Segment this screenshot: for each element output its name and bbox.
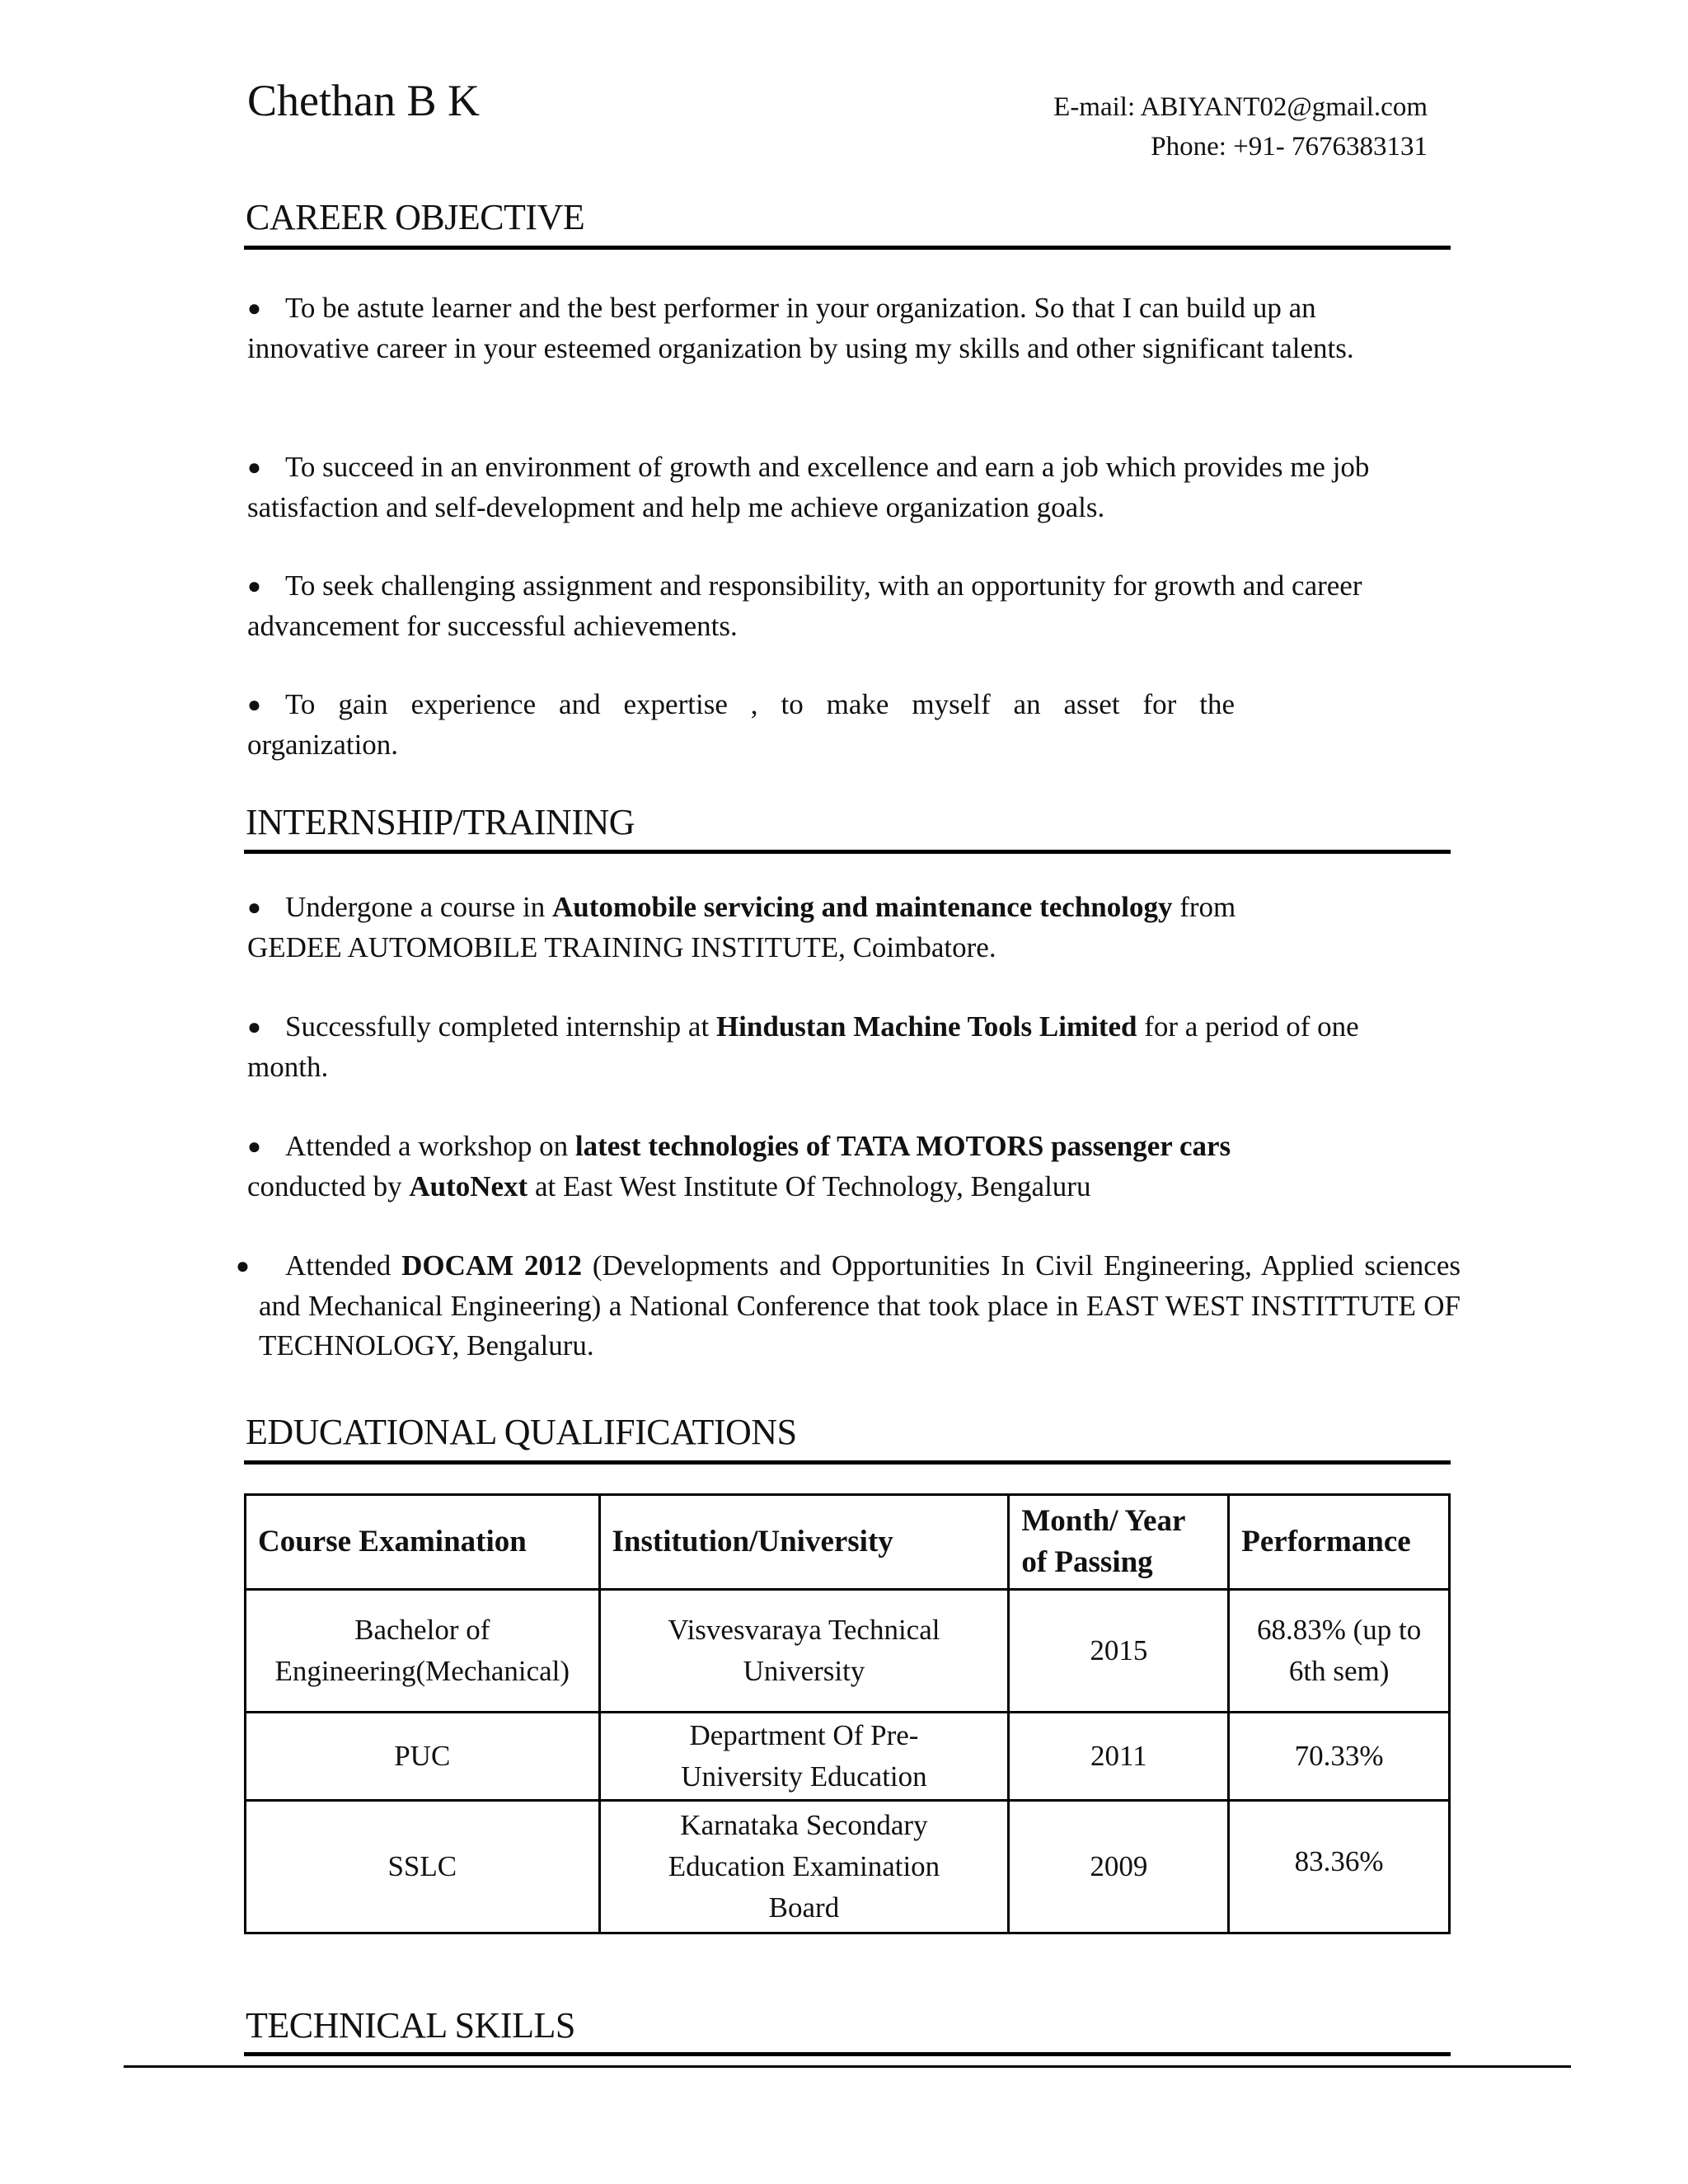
education-table	[244, 1493, 1451, 1934]
candidate-name: Chethan B K	[247, 76, 480, 125]
bullet-icon: ●	[247, 895, 261, 921]
objective-item-2: ● To succeed in an environment of growth and excellence and earn a job which provides me job satisfaction and self-development and help me achieve organization goals.	[247, 448, 1401, 527]
objective-item-3: ● To seek challenging assignment and responsibility, with an opportunity for growth and career advancement for successful achievements.	[247, 566, 1368, 646]
contact-block	[1053, 87, 1428, 166]
course-cell: Bachelor of Engineering(Mechanical)	[246, 1590, 600, 1713]
page-footer-rule	[124, 2065, 1571, 2068]
education-heading: EDUCATIONAL QUALIFICATIONS	[246, 1412, 797, 1452]
bullet-icon: ●	[247, 455, 261, 480]
internship-item-4: ● Attended DOCAM 2012 (Developments and Opportunities In Civil Engineering, Applied sciences and Mechanical Engineering) a National Conference that took place in EAST WEST INSTITTUTE OF TECHNOLOGY, Bengaluru.	[247, 1246, 1461, 1366]
institution-cell: Visvesvaraya Technical University	[599, 1590, 1009, 1713]
bullet-icon: ●	[247, 574, 261, 599]
table-row	[246, 1713, 1450, 1801]
year-cell: 2015	[1009, 1590, 1229, 1713]
bullet-icon: ●	[247, 1015, 261, 1040]
bullet-icon: ●	[247, 296, 261, 321]
objective-item-4: ● To gain experience and expertise , to make myself an asset for the organization.	[247, 685, 1235, 765]
internship-item-1: ● Undergone a course in Automobile servicing and maintenance technology from GEDEE AUTOMOBILE TRAINING INSTITUTE, Coimbatore.	[247, 888, 1319, 968]
performance-cell: 83.36%	[1229, 1801, 1450, 1933]
institution-cell: Department Of Pre-University Education	[599, 1713, 1009, 1801]
table-header-row	[246, 1495, 1450, 1590]
internship-heading: INTERNSHIP/TRAINING	[246, 802, 635, 842]
course-cell: PUC	[246, 1713, 600, 1801]
table-row	[246, 1801, 1450, 1933]
performance-cell: 70.33%	[1229, 1713, 1450, 1801]
table-row	[246, 1590, 1450, 1713]
year-cell: 2009	[1009, 1801, 1229, 1933]
internship-item-3: ● Attended a workshop on latest technologies of TATA MOTORS passenger cars conducted by AutoNext at East West Institute Of Technology, Bengaluru	[247, 1127, 1319, 1207]
bullet-icon: ●	[247, 1134, 261, 1160]
year-cell: 2011	[1009, 1713, 1229, 1801]
section-divider	[244, 2052, 1451, 2056]
email-text: E-mail: ABIYANT02@gmail.com	[1053, 92, 1428, 122]
objective-item-1: ● To be astute learner and the best performer in your organization. So that I can build up an innovative career in your esteemed organization by using my skills and other significant talents.	[247, 288, 1401, 368]
career-objective-heading: CAREER OBJECTIVE	[246, 197, 585, 237]
phone-text: Phone: +91- 7676383131	[1151, 132, 1428, 162]
column-header: Course Examination	[246, 1495, 600, 1590]
section-divider	[244, 246, 1451, 250]
column-header: Institution/University	[599, 1495, 1009, 1590]
performance-cell: 68.83% (up to 6th sem)	[1229, 1590, 1450, 1713]
institution-cell: Karnataka Secondary Education Examination Board	[599, 1801, 1009, 1933]
column-header: Month/ Year of Passing	[1009, 1495, 1229, 1590]
column-header: Performance	[1229, 1495, 1450, 1590]
bullet-icon: ●	[247, 692, 261, 718]
course-cell: SSLC	[246, 1801, 600, 1933]
bullet-icon: ●	[236, 1254, 250, 1279]
section-divider	[244, 850, 1451, 854]
section-divider	[244, 1460, 1451, 1465]
internship-item-2: ● Successfully completed internship at Hindustan Machine Tools Limited for a period of one month.	[247, 1007, 1401, 1087]
technical-skills-heading: TECHNICAL SKILLS	[246, 2005, 575, 2046]
